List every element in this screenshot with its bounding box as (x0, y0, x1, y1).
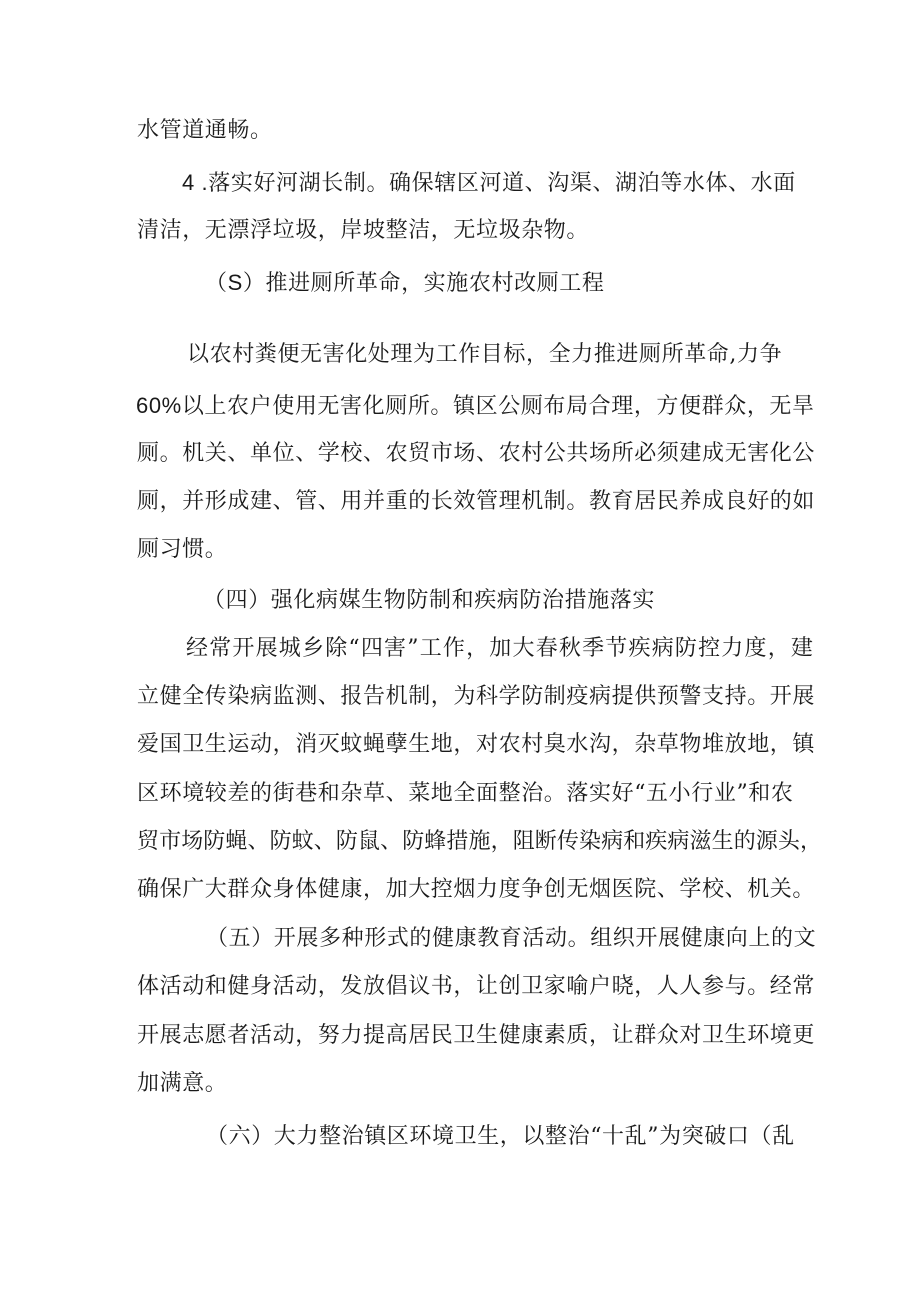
paragraph-line: 爱国卫生运动，消灭蚊蝇孽生地，对农村臭水沟，杂草物堆放地，镇 (137, 732, 816, 757)
paragraph-line: 立健全传染病监测、报告机制，为科学防制疫病提供预警支持。开展 (137, 684, 816, 709)
section-heading: （S）推进厕所革命，实施农村改厕工程 (205, 270, 605, 295)
paragraph-line: 贸市场防蝇、防蚊、防鼠、防蜂措施，阻断传染病和疾病滋生的源头， (137, 829, 823, 854)
paragraph-line: 开展志愿者活动，努力提高居民卫生健康素质，让群众对卫生环境更 (137, 1023, 816, 1048)
paragraph-line: 60%以上农户使用无害化厕所。镇区公厕布局合理，方便群众，无旱 (136, 393, 815, 418)
paragraph-line: 经常开展城乡除“四害”工作，加大春秋季节疾病防控力度，建 (186, 636, 815, 661)
paragraph-line: 厕习惯。 (137, 537, 228, 562)
paragraph-line: 厕，并形成建、管、用并重的长效管理机制。教育居民养成良好的如 (137, 489, 816, 514)
paragraph-line: 厕。机关、单位、学校、农贸市场、农村公共场所必须建成无害化公 (137, 441, 816, 466)
paragraph-line: （五）开展多种形式的健康教育活动。组织开展健康向上的文 (206, 926, 817, 951)
paragraph-line: 确保广大群众身体健康，加大控烟力度争创无烟医院、学校、机关。 (137, 877, 816, 902)
paragraph-line: 4 .落实好河湖长制。确保辖区河道、沟渠、湖泊等水体、水面 (182, 170, 796, 195)
paragraph-line: 水管道通畅。 (137, 118, 273, 143)
paragraph-line: 加满意。 (137, 1071, 228, 1096)
paragraph-line: 清洁，无漂浮垃圾，岸坡整洁，无垃圾杂物。 (137, 218, 590, 243)
paragraph-line: 以农村粪便无害化处理为工作目标，全力推进厕所革命,力争 (187, 342, 783, 367)
paragraph-line: 体活动和健身活动，发放倡议书，让创卫家喻户晓，人人参与。经常 (137, 974, 816, 999)
paragraph-line: 区环境较差的街巷和杂草、菜地全面整治。落实好“五小行业”和农 (137, 781, 794, 806)
paragraph-line: （六）大力整治镇区环境卫生，以整治“十乱”为突破口（乱 (206, 1124, 795, 1149)
section-heading: （四）强化病媒生物防制和疾病防治措施落实 (203, 587, 656, 612)
